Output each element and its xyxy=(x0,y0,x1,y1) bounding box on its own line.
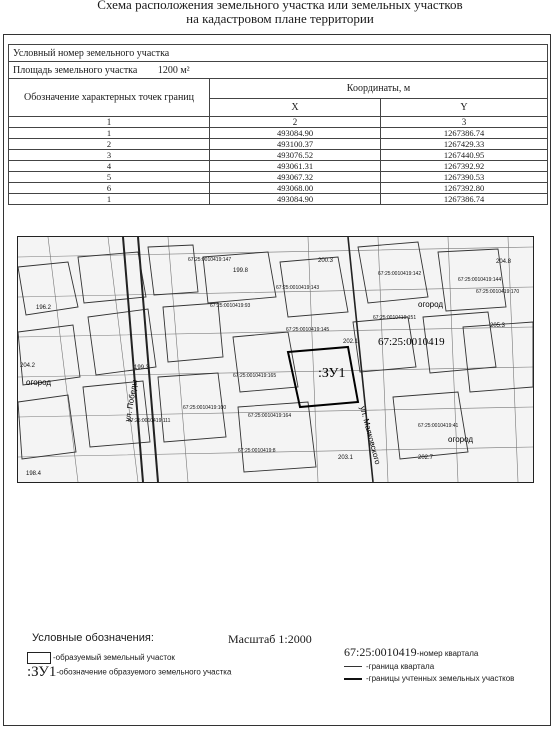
legend-text: -номер квартала xyxy=(416,649,479,658)
legend-item-quarter-border xyxy=(344,662,434,671)
parcel-label: :ЗУ1 xyxy=(318,366,346,381)
coordinate-point: 1 xyxy=(9,194,210,205)
parcel-id: 67:25:0010419:170 xyxy=(476,289,520,295)
coordinate-x: 493068.00 xyxy=(210,183,381,194)
document-title-line2: на кадастровом плане территории xyxy=(186,11,374,26)
height-mark: 199.8 xyxy=(233,268,249,274)
legend-title: Условные обозначения: xyxy=(32,632,154,644)
parcel-id: 67:25:0010419:147 xyxy=(188,257,232,263)
coordinate-row xyxy=(9,161,548,172)
parcel-id: 67:25:0010419:165 xyxy=(233,373,277,379)
legend-item-parcel-designation xyxy=(27,664,231,681)
parcel-id: 67:25:0010419:8 xyxy=(238,448,276,454)
quarter-border-symbol xyxy=(344,666,362,667)
height-mark: 202.7 xyxy=(418,455,434,461)
height-mark: 200.3 xyxy=(318,258,334,264)
quarter-label: 67:25:0010419 xyxy=(378,336,445,348)
coordinate-y: 1267429.33 xyxy=(381,139,548,150)
conditional-number-label: Условный номер земельного участка xyxy=(13,47,170,59)
conditional-number-cell xyxy=(9,45,548,62)
column-number: 3 xyxy=(381,117,548,128)
street-pobedy-label: ул. Победы xyxy=(123,379,140,423)
legend-text: -граница квартала xyxy=(366,662,435,671)
coordinate-point: 1 xyxy=(9,128,210,139)
parcel-id: 67:25:0010419:151 xyxy=(373,315,417,321)
coordinate-y: 1267392.92 xyxy=(381,161,548,172)
parcel-id: 67:25:0010419:142 xyxy=(378,271,422,277)
parcel-id: 67:25:0010419:41 xyxy=(418,423,459,429)
coordinate-row xyxy=(9,128,548,139)
legend-item-formed-parcel xyxy=(27,652,175,664)
area-row xyxy=(9,62,548,79)
zu-symbol: :ЗУ1 xyxy=(27,664,57,680)
coordinate-x: 493084.90 xyxy=(210,128,381,139)
coordinate-y: 1267386.74 xyxy=(381,128,548,139)
coordinate-row xyxy=(9,183,548,194)
area-cell xyxy=(9,62,548,79)
cadastral-map xyxy=(17,236,534,483)
coordinate-y: 1267386.74 xyxy=(381,194,548,205)
parcel-id: 67:25:0010419:111 xyxy=(128,418,171,424)
point-designation-header: Обозначение характерных точек границ xyxy=(9,79,210,117)
parcel-id: 67:25:0010419:164 xyxy=(248,413,292,419)
legend-item-quarter-number xyxy=(344,645,478,660)
height-mark: 204.2 xyxy=(20,363,36,369)
coordinates-header: Координаты, м xyxy=(210,79,548,99)
height-mark: 196.2 xyxy=(36,305,52,311)
coordinate-x: 493100.37 xyxy=(210,139,381,150)
legend-text: -образуемый земельный участок xyxy=(53,653,175,663)
ogorod-label: огород xyxy=(26,378,52,387)
ogorod-label: огород xyxy=(418,300,444,309)
column-number: 1 xyxy=(9,117,210,128)
coordinate-row xyxy=(9,194,548,205)
area-label: Площадь земельного участка xyxy=(13,64,138,76)
coordinate-y: 1267440.95 xyxy=(381,150,548,161)
column-number: 2 xyxy=(210,117,381,128)
column-numbering-row xyxy=(9,117,548,128)
coordinate-point: 5 xyxy=(9,172,210,183)
coordinate-row xyxy=(9,139,548,150)
height-mark: 204.8 xyxy=(496,259,512,265)
coordinate-row xyxy=(9,172,548,183)
coordinate-point: 6 xyxy=(9,183,210,194)
conditional-number-row xyxy=(9,45,548,62)
street-mayakovskogo-label: ул. Маяковского xyxy=(358,405,383,466)
parcel-id: 67:25:0010419:143 xyxy=(276,285,320,291)
coordinate-point: 3 xyxy=(9,150,210,161)
coordinate-x: 493084.90 xyxy=(210,194,381,205)
map-scale: Масштаб 1:2000 xyxy=(228,632,312,646)
parcel-id: 67:25:0010419:93 xyxy=(210,303,251,309)
y-header: Y xyxy=(381,99,548,117)
legend-text: -обозначение образуемого земельного участка xyxy=(56,667,232,677)
height-mark: 202.1 xyxy=(343,339,359,345)
height-mark: 198.4 xyxy=(26,471,42,477)
parcel-border-symbol xyxy=(344,678,362,680)
coordinate-point: 4 xyxy=(9,161,210,172)
coordinate-row xyxy=(9,150,548,161)
coordinate-y: 1267392.80 xyxy=(381,183,548,194)
parcel-id: 67:25:0010419:144 xyxy=(458,277,502,283)
coordinate-x: 493061.31 xyxy=(210,161,381,172)
legend-item-parcel-borders xyxy=(344,674,514,683)
x-header: X xyxy=(210,99,381,117)
legend-text: -границы учтенных земельных участков xyxy=(366,674,515,683)
ogorod-label: огород xyxy=(448,435,474,444)
coordinate-x: 493076.52 xyxy=(210,150,381,161)
parcel-info-table xyxy=(8,44,548,79)
height-mark: 203.1 xyxy=(338,455,354,461)
coordinate-point: 2 xyxy=(9,139,210,150)
parcel-id: 67:25:0010419:145 xyxy=(286,327,330,333)
height-mark: 199.3 xyxy=(134,365,150,371)
quarter-number-symbol: 67:25:0010419 xyxy=(344,645,417,659)
document-title-line1: Схема расположения земельного участка или земельных участков xyxy=(97,0,463,12)
height-mark: 205.3 xyxy=(490,323,506,329)
parcel-id: 67:25:0010419:100 xyxy=(183,405,227,411)
coordinate-y: 1267390.53 xyxy=(381,172,548,183)
coordinate-x: 493067.32 xyxy=(210,172,381,183)
parcel-box-symbol xyxy=(27,652,51,664)
coordinates-table xyxy=(8,78,548,205)
area-value: 1200 м² xyxy=(157,64,190,76)
